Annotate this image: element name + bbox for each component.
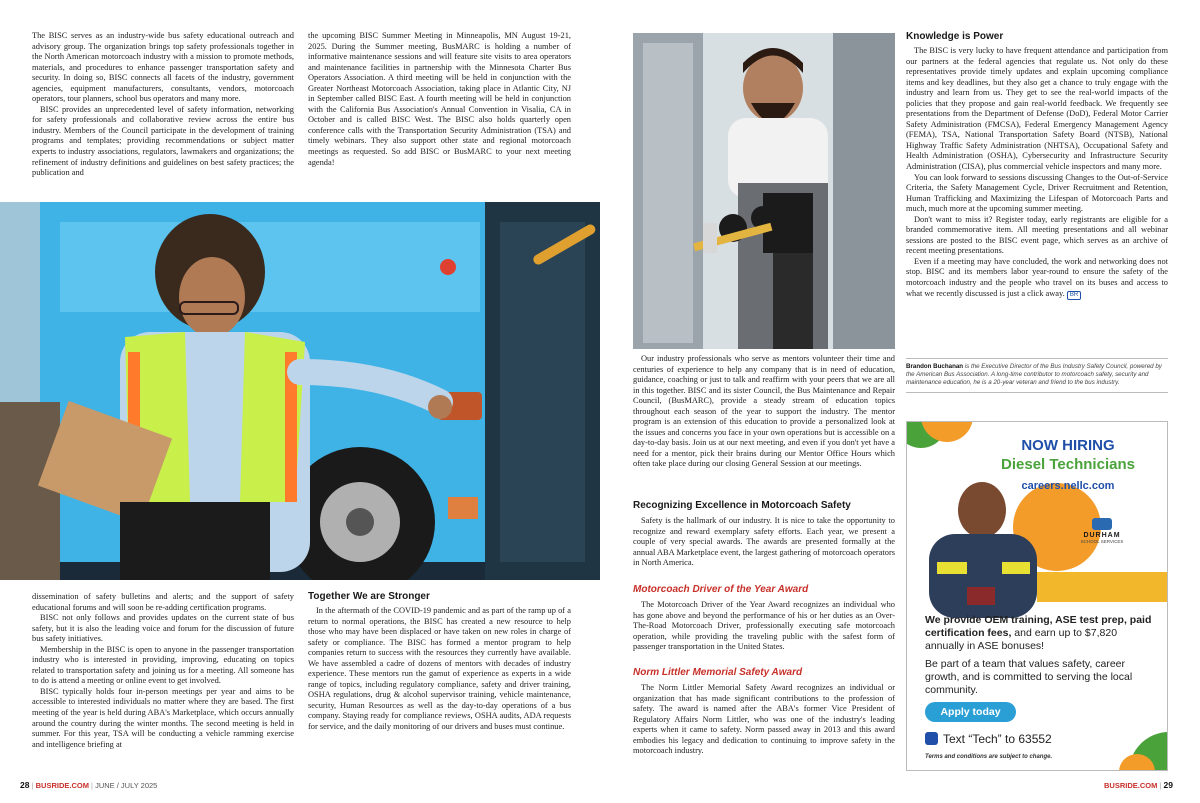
knowledge-text (906, 46, 1168, 300)
right-footer: BUSRIDE.COM | 29 (1104, 780, 1173, 790)
ad-headline-diesel: Diesel Technicians (1001, 456, 1135, 473)
left-col1-top (32, 31, 294, 179)
page-number: 29 (1163, 780, 1173, 790)
site-name: BUSRIDE.COM (35, 781, 89, 790)
paragraph: BISC provides an unprecedented level of safety information, networking for safety professionals and collaborative review across the entire bus industry. Members of the Council participate in the development of training programs and templates; providing recommendations or subject matter experts to industry associations, regulators, lawmakers and organizations; the refinement of industry definitions and guidelines on best safety practices; the publication and (32, 104, 294, 178)
ad-body-rest: and earn up to $7,820 annually in ASE bonuses! (925, 627, 1118, 652)
paragraph-text: Even if a meeting may have concluded, the work and networking does not stop. BISC and its members labor year-round to ensure the safety of the motorcoach industry and the people who travel on its buses and access to what we recently discussed is just a click away. (906, 256, 1168, 298)
bus-logo-icon (1092, 518, 1112, 530)
bus-inspector-illustration (0, 202, 600, 580)
paragraph: In the aftermath of the COVID-19 pandemic and as part of the ramp up of a return to normal operations, the BISC has created a new resource to help those who may have been displaced or have taken on new roles in charge of safety or compliance. The BISC has formed a mentor program to help companies return to success with the resources they currently have available. We have assembled a cadre of dozens of mentors with decades of industry experience. These mentors run the gamut of experience as experts in a wide range of topics, including regulatory compliance, safety and driver training, OSHA regulations, drug & alcohol supervisor training, vehicle maintenance, security, Human Resources as well as the day-to-day operations of a bus company. Staying ready for compliance reviews, OSHA audits, ADA requests for service, and the daily monitoring of our drivers and buses must continue. (308, 606, 571, 732)
paragraph: Our industry professionals who serve as mentors volunteer their time and centuries of experience to help any company that is in need of education, guidance, coaching or just to talk and reaffirm with your peers that we are all in this together. BISC and its sister Council, the Bus Maintenance and Repair Council, (BusMARC), provide a steady stream of education topics throughout each season of the year to support the industry. The mentor program is an extension of this education to provide a personalized look at the issues and concerns you face in your own operations but is accessible on a day-to-day basis. Join us at our next meeting, and even if you don't yet have a need for a mentor, pick their brains during our Mentor Office Hours which often take place during our closing General Session at our meetings. (633, 354, 895, 469)
paragraph (906, 257, 1168, 300)
littler-award-text (633, 683, 895, 757)
paragraph: The BISC is very lucky to have frequent attendance and participation from our partners at the federal agencies that regulate us. Not only do these representatives provide timely updates and explain upcoming compliance items and key deadlines, but they also get a chance to truly engage with the industry and learn from us. They get to see the real-world impacts of the policies that they propose and gain real-world feedback. We frequently see presentations from the Department of Defense (DoD), Federal Motor Carrier Safety Administration (FMCSA), Federal Emergency Management Agency (FEMA), TSA, National Transportation Safety Board (NTSB), National Highway Traffic Safety Administration (NHTSA), Occupational Safety and Health Administration (OSHA), Cybersecurity and Infrastructure Security Administration (CISA), plus commercial vehicle inspectors and many more. (906, 46, 1168, 172)
heading-knowledge-power: Knowledge is Power (906, 31, 1004, 42)
ad-url[interactable]: careers.nellc.com (1021, 480, 1115, 492)
ad-body-2: Be part of a team that values safety, career growth, and is committed to serving the local community. (925, 658, 1133, 696)
paragraph: BISC typically holds four in-person meetings per year and aims to be accessible to interested individuals no matter where they are based. The first meeting of the year is held during ABA's Marketplace, which occurs annually around the country during the winter months. The second meeting is held in summer. For this year, TSA will be conducting a vehicle ramming exercise and intelligence briefing at (32, 686, 294, 749)
heading-together-stronger: Together We are Stronger (308, 591, 430, 602)
author-name: Brandon Buchanan (906, 363, 964, 370)
end-mark-icon: BR (1067, 291, 1081, 300)
durham-logo (1067, 518, 1137, 544)
hiring-advertisement[interactable] (906, 421, 1168, 771)
recognizing-text (633, 516, 895, 569)
bus-inspector-photo (0, 202, 600, 580)
paragraph: The BISC serves as an industry-wide bus safety educational outreach and advisory group. The organization brings top safety professionals together in the North American motorcoach industry with a mission to promote methods, materials, and procedures to enhance passenger transportation safety and security. In doing so, BISC connects all facets of the industry, government agencies, equipment manufacturers, consultants, vendors, motorcoach operators, tour planners, school bus operators and many more. (32, 31, 294, 104)
paragraph: dissemination of safety bulletins and alerts; and the support of safety educational forums and will soon be re-adding certification programs. (32, 592, 294, 612)
logo-sub: SCHOOL SERVICES (1080, 539, 1124, 544)
paragraph: Membership in the BISC is open to anyone in the passenger transportation industry who is interested in providing, improving, educating on topics related to transportation safety and joining us for a meeting. All someone has to do is attend a meeting or online event to get involved. (32, 644, 294, 686)
paragraph: BISC not only follows and provides updates on the current state of bus safety, but it is also the leading voice and forum for the discussion of future bus safety initiatives. (32, 613, 294, 644)
apply-today-button[interactable]: Apply today (925, 702, 1016, 722)
left-col2-top (308, 31, 571, 168)
author-bio-text: is the Executive Director of the Bus Industry Safety Council, powered by the American Bus Association. A long-time contributor to motorcoach safety, security and maintenance education, he is a 20-year veteran and friend to the bus industry. (906, 363, 1162, 386)
left-col2-bottom (308, 606, 571, 733)
ad-body-bold: We provide OEM training, ASE test prep, paid certification fees, (925, 614, 1152, 639)
left-col1-bottom (32, 592, 294, 750)
text-cta[interactable] (925, 732, 1052, 746)
left-footer: 28 | BUSRIDE.COM | JUNE / JULY 2025 (20, 780, 158, 790)
issue-date: JUNE / JULY 2025 (95, 781, 158, 790)
page-number: 28 (20, 780, 30, 790)
paragraph: Safety is the hallmark of our industry. It is nice to take the opportunity to recognize and reward exemplary safety efforts. Each year, we present a couple of very special awards. The awards are presented formally at the annual ABA Marketplace event, the largest gathering of motorcoach operators in North America. (633, 516, 895, 568)
driver-award-text (633, 600, 895, 653)
ad-body-1 (925, 614, 1157, 653)
paragraph: You can look forward to sessions discussing Changes to the Out-of-Service Criteria, the Safety Management Cycle, Driver Recruitment and Retention, Human Trafficking and Maximizing the Lifespan of Motorcoach Parts and much, much more at the upcoming summer meeting. (906, 172, 1168, 214)
ad-headline-now-hiring: NOW HIRING (1021, 437, 1115, 454)
heading-norm-littler: Norm Littler Memorial Safety Award (633, 667, 803, 678)
site-name: BUSRIDE.COM (1104, 781, 1158, 790)
right-col3-top (633, 354, 895, 470)
mechanic-illustration (633, 33, 895, 349)
text-cta-label: Text “Tech” to 63552 (943, 732, 1052, 746)
heading-driver-of-year: Motorcoach Driver of the Year Award (633, 584, 809, 595)
ad-terms: Terms and conditions are subject to change. (925, 754, 1053, 760)
paragraph: the upcoming BISC Summer Meeting in Minneapolis, MN August 19-21, 2025. During the Summer meeting, BusMARC is holding a number of informative maintenance sessions and will feature site visits to area operators and maintenance facilities in partnership with the Minnesota Charter Bus Operators Association. A third meeting will be held in conjunction with the Greater Northeast Motorcoach Association, taking place in Atlantic City, NJ in September called BISC East. A fourth meeting will be held in conjunction with the California Bus Association's Annual Convention in Visalia, CA in October and is called BISC West. The BISC also holds quarterly open conference calls with the Transportation Security Administration (TSA) and timely webinars. They also support other state and regional motorcoach meetings as requested. So add BISC or BusMARC to your next meeting agenda! (308, 31, 571, 167)
paragraph: The Norm Littler Memorial Safety Award recognizes an individual or organization that has made significant contributions to the profession of safety. The award is named after the ABA's former Vice President of Regulatory Affairs Norm Littler, who was one of the industry's leading experts when it came to safety. Norm passed away in 2013 and this award embodies his legacy and dedication to continuing to improve safety in the motorcoach industry. (633, 683, 895, 756)
paragraph: Don't want to miss it? Register today, early registrants are eligible for a branded commemorative item. All meeting presentations and all webinar sessions are posted to the BISC event page, which serves as an archive of recent meeting presentations. (906, 214, 1168, 256)
mechanic-photo (633, 33, 895, 349)
heading-recognizing-excellence: Recognizing Excellence in Motorcoach Safety (633, 500, 851, 511)
logo-name: DURHAM (1083, 532, 1121, 539)
paragraph: The Motorcoach Driver of the Year Award recognizes an individual who has gone above and beyond the performance of his or her duties as an Over-The-Road Motorcoach Driver, professionally executing safe motorcoach operation, while providing the traveling public with the safest form of passenger transportation in the United States. (633, 600, 895, 652)
author-bio (906, 358, 1168, 393)
message-icon (925, 732, 938, 745)
